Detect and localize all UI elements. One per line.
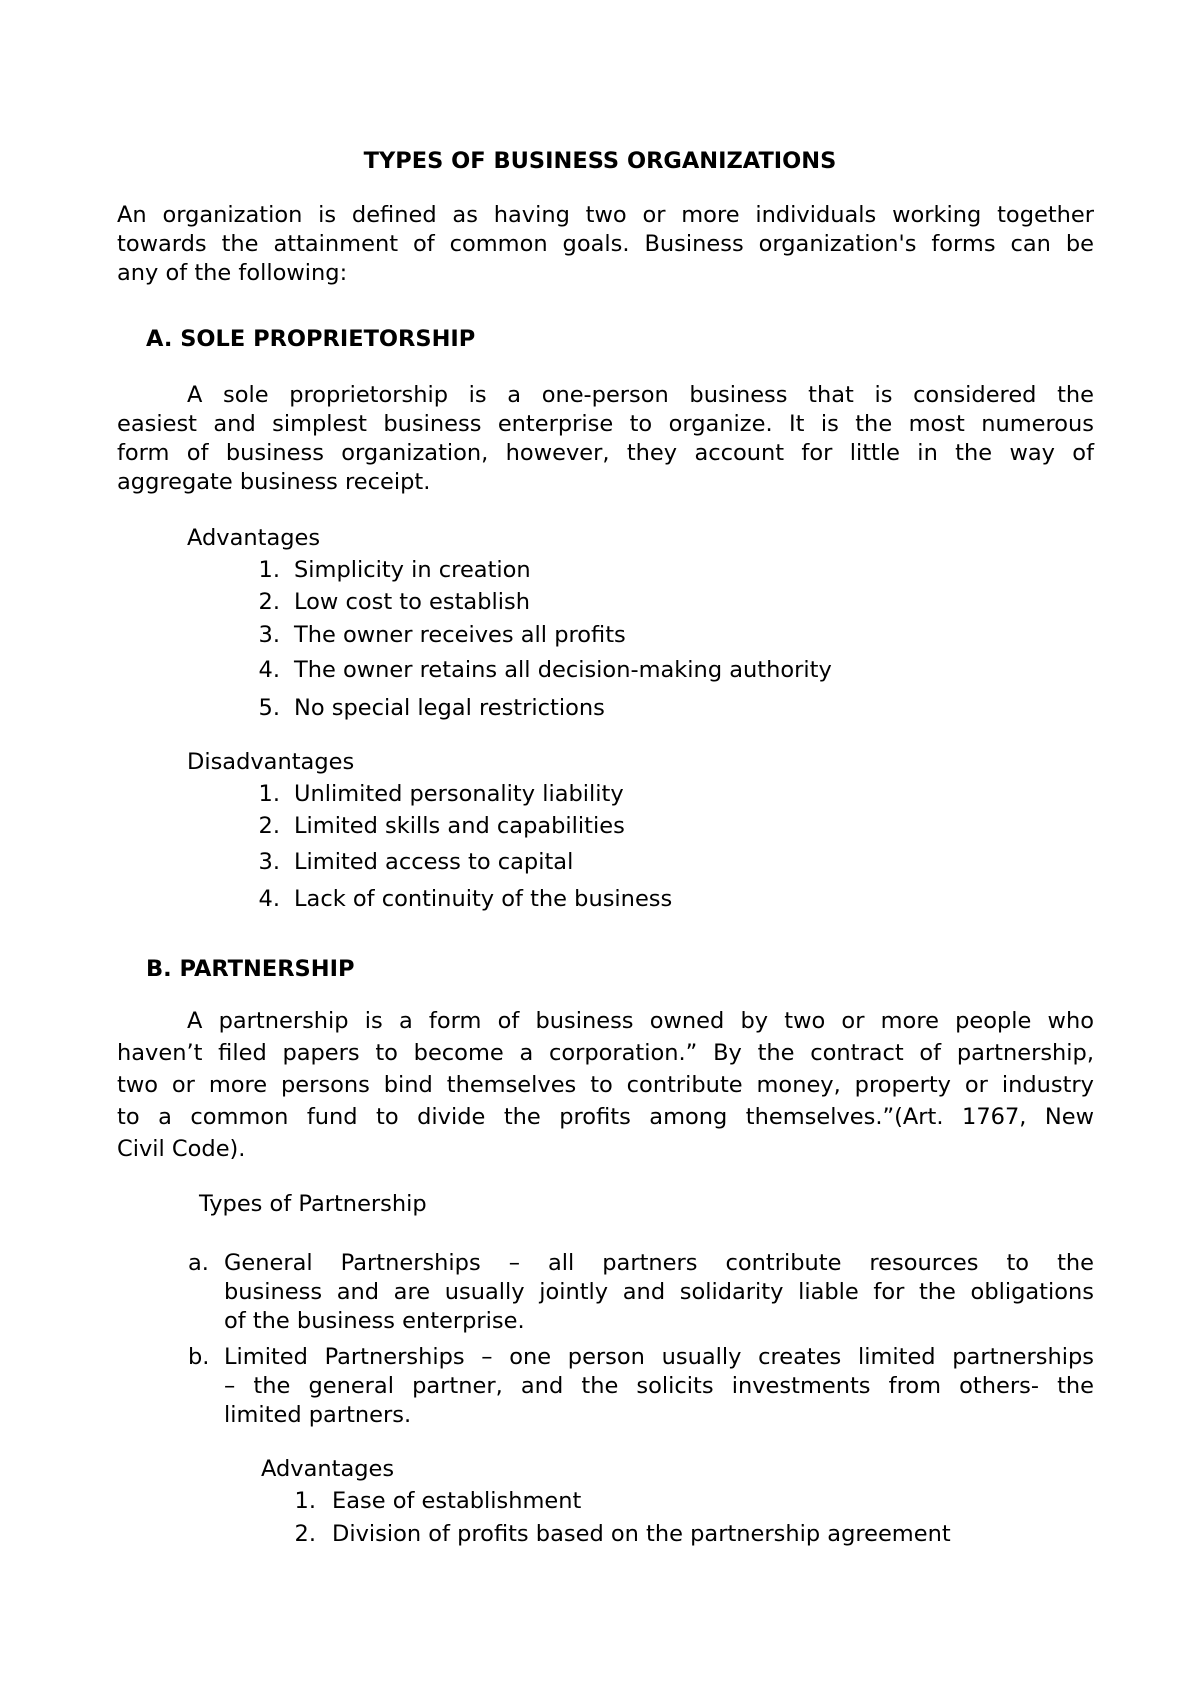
list-letter: a. [188, 1250, 209, 1276]
list-item: Low cost to establish [294, 589, 530, 615]
types-of-partnership-label: Types of Partnership [199, 1191, 427, 1217]
partnership-type-line: of the business enterprise. [224, 1308, 525, 1334]
section-b-para-line: to a common fund to divide the profits among themselves.”(Art. 1767, New [117, 1104, 1094, 1130]
intro-line: any of the following: [117, 260, 348, 286]
disadvantages-label: Disadvantages [187, 749, 355, 775]
list-number: 2. [294, 1521, 316, 1547]
list-item: The owner retains all decision-making authority [294, 657, 832, 683]
list-item: Ease of establishment [332, 1488, 582, 1514]
list-item: Lack of continuity of the business [294, 886, 673, 912]
list-number: 3. [258, 622, 280, 648]
section-a-para-line: form of business organization, however, they account for little in the way of [117, 440, 1094, 466]
section-b-heading: B. PARTNERSHIP [146, 956, 355, 982]
list-number: 1. [294, 1488, 316, 1514]
list-number: 5. [258, 695, 280, 721]
list-number: 2. [258, 589, 280, 615]
intro-line: An organization is defined as having two or more individuals working together [117, 202, 1094, 228]
list-number: 1. [258, 557, 280, 583]
partnership-advantages-label: Advantages [261, 1456, 395, 1482]
partnership-type-line: – the general partner, and the solicits investments from others- the [224, 1373, 1094, 1399]
list-item: Simplicity in creation [294, 557, 531, 583]
section-a-para-line: aggregate business receipt. [117, 469, 431, 495]
section-a-para-line: A sole proprietorship is a one-person business that is considered the [187, 382, 1094, 408]
partnership-type-line: General Partnerships – all partners contribute resources to the [224, 1250, 1094, 1276]
list-number: 1. [258, 781, 280, 807]
list-item: Limited skills and capabilities [294, 813, 625, 839]
list-item: No special legal restrictions [294, 695, 605, 721]
partnership-type-line: limited partners. [224, 1402, 412, 1428]
section-a-para-line: easiest and simplest business enterprise to organize. It is the most numerous [117, 411, 1094, 437]
section-b-para-line: haven’t filed papers to become a corporation.” By the contract of partnership, [117, 1040, 1094, 1066]
list-item: The owner receives all profits [294, 622, 626, 648]
section-b-para-line: two or more persons bind themselves to contribute money, property or industry [117, 1072, 1094, 1098]
list-item: Division of profits based on the partnership agreement [332, 1521, 951, 1547]
section-b-para-line: Civil Code). [117, 1136, 246, 1162]
list-number: 4. [258, 657, 280, 683]
list-item: Unlimited personality liability [294, 781, 624, 807]
partnership-type-line: Limited Partnerships – one person usually creates limited partnerships [224, 1344, 1094, 1370]
intro-line: towards the attainment of common goals. Business organization's forms can be [117, 231, 1094, 257]
advantages-label: Advantages [187, 525, 321, 551]
list-number: 3. [258, 849, 280, 875]
section-a-heading: A. SOLE PROPRIETORSHIP [146, 326, 476, 352]
list-number: 2. [258, 813, 280, 839]
section-b-para-line: A partnership is a form of business owned by two or more people who [187, 1008, 1094, 1034]
list-item: Limited access to capital [294, 849, 574, 875]
document-title: TYPES OF BUSINESS ORGANIZATIONS [363, 148, 837, 174]
list-number: 4. [258, 886, 280, 912]
list-letter: b. [188, 1344, 210, 1370]
partnership-type-line: business and are usually jointly and solidarity liable for the obligations [224, 1279, 1094, 1305]
